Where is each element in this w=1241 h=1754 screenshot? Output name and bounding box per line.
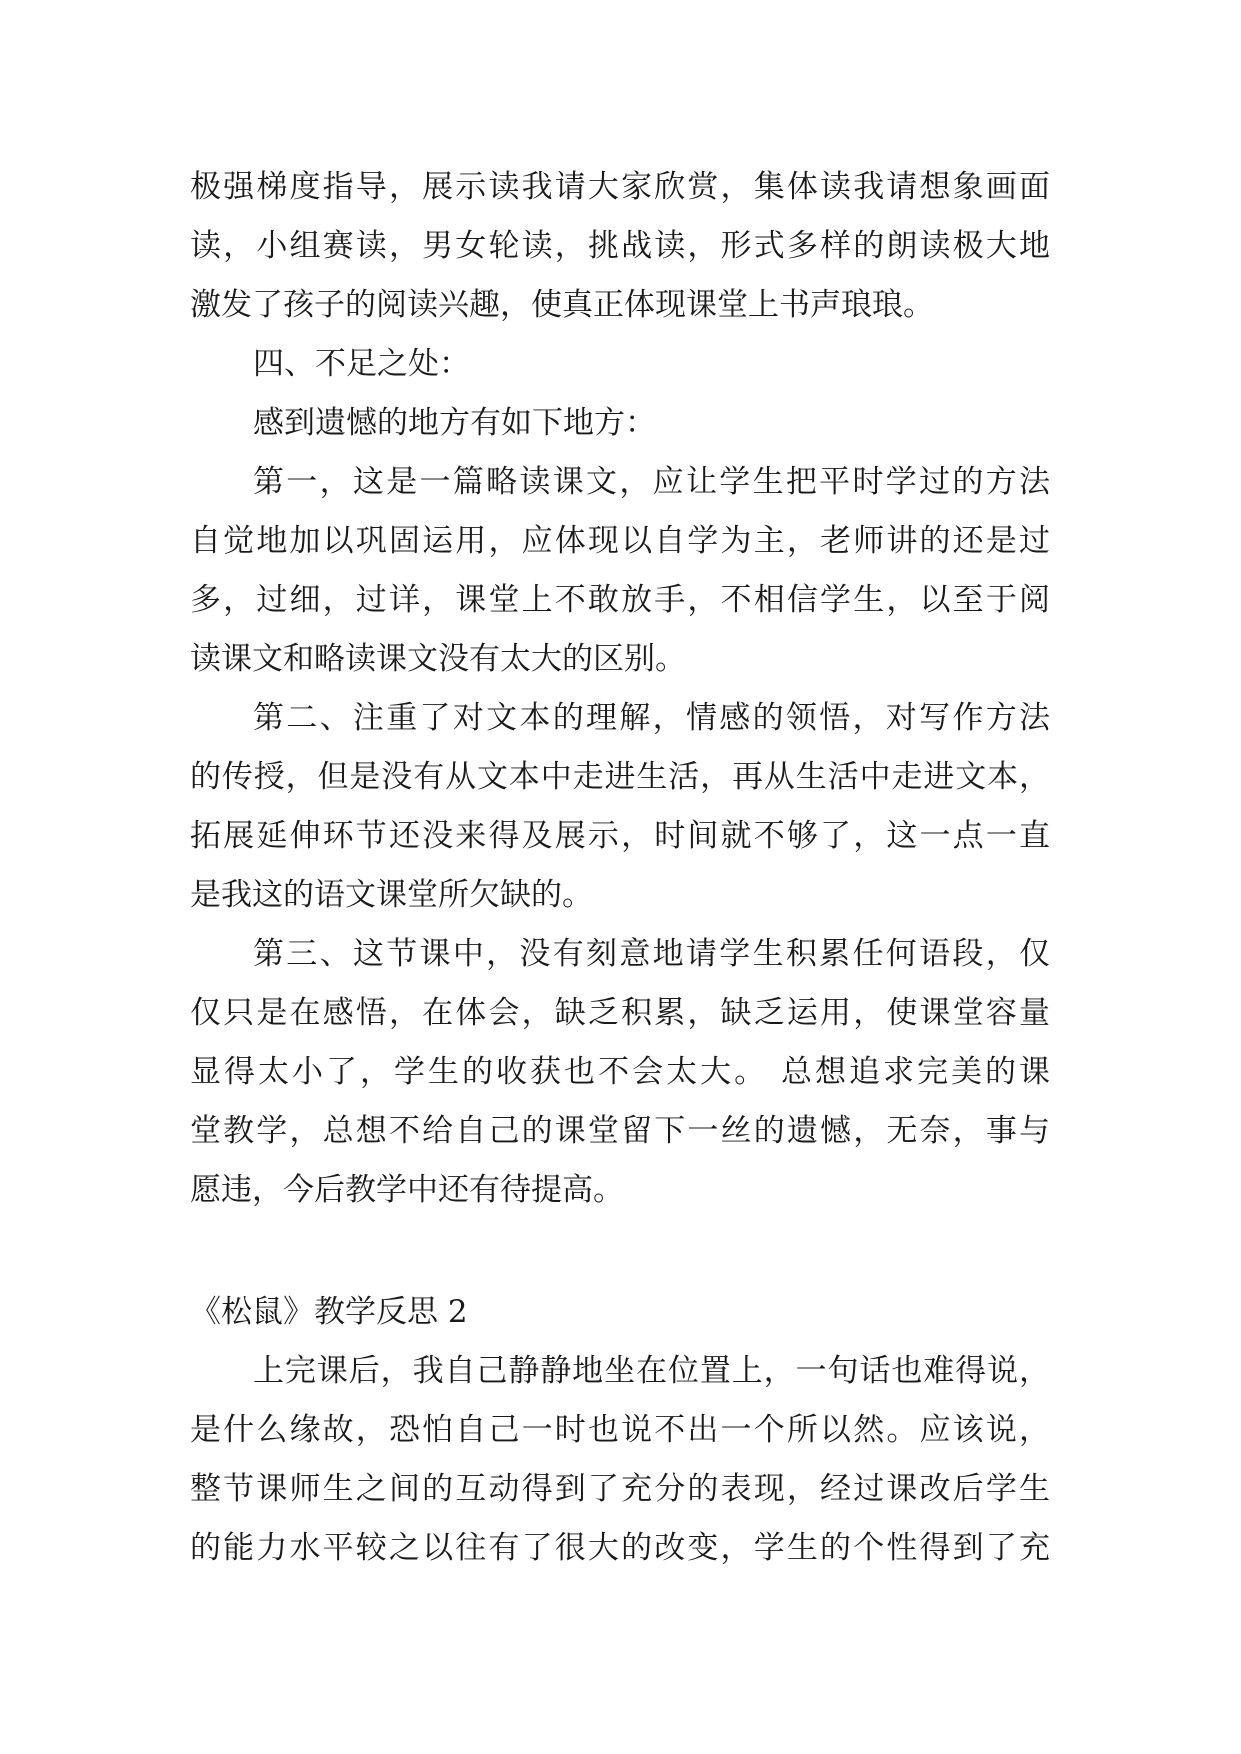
paragraph-line: 愿违，今后教学中还有待提高。 xyxy=(190,1172,624,1208)
paragraph-line: 是什么缘故，恐怕自己一时也说不出一个所以然。应该说， xyxy=(190,1412,1050,1448)
paragraph-line: 的传授，但是没有从文本中走进生活，再从生活中走进文本， xyxy=(190,759,1050,795)
paragraph-line: 读课文和略读课文没有太大的区别。 xyxy=(190,641,686,677)
paragraph-line: 感到遗憾的地方有如下地方： xyxy=(253,405,656,441)
paragraph-line: 极强梯度指导，展示读我请大家欣赏，集体读我请想象画面 xyxy=(190,169,1050,205)
paragraph-line: 第三、这节课中，没有刻意地请学生积累任何语段，仅 xyxy=(253,936,1050,972)
paragraph-line: 自觉地加以巩固运用，应体现以自学为主，老师讲的还是过 xyxy=(190,523,1050,559)
paragraph-line: 拓展延伸环节还没来得及展示，时间就不够了，这一点一直 xyxy=(190,818,1050,854)
section-heading: 四、不足之处： xyxy=(253,346,470,382)
paragraph-line: 整节课师生之间的互动得到了充分的表现，经过课改后学生 xyxy=(190,1471,1050,1507)
paragraph-line: 第二、注重了对文本的理解，情感的领悟，对写作方法 xyxy=(253,700,1050,736)
paragraph-line: 激发了孩子的阅读兴趣，使真正体现课堂上书声琅琅。 xyxy=(190,287,934,323)
paragraph-line: 堂教学，总想不给自己的课堂留下一丝的遗憾，无奈，事与 xyxy=(190,1113,1050,1149)
paragraph-line: 是我这的语文课堂所欠缺的。 xyxy=(190,877,593,913)
section-gap xyxy=(190,1220,1050,1283)
document-title: 《松鼠》教学反思 2 xyxy=(190,1294,468,1330)
paragraph-line: 的能力水平较之以往有了很大的改变，学生的个性得到了充 xyxy=(190,1530,1050,1566)
paragraph-line: 多，过细，过详，课堂上不敢放手，不相信学生，以至于阅 xyxy=(190,582,1050,618)
paragraph-line: 显得太小了，学生的收获也不会太大。 总想追求完美的课 xyxy=(190,1054,1050,1090)
document-body xyxy=(190,158,1050,1578)
paragraph-line: 第一，这是一篇略读课文，应让学生把平时学过的方法 xyxy=(253,464,1050,500)
paragraph-line: 仅只是在感悟，在体会，缺乏积累，缺乏运用，使课堂容量 xyxy=(190,995,1050,1031)
paragraph-line: 上完课后，我自己静静地坐在位置上，一句话也难得说， xyxy=(253,1353,1050,1389)
paragraph-line: 读，小组赛读，男女轮读，挑战读，形式多样的朗读极大地 xyxy=(190,228,1050,264)
